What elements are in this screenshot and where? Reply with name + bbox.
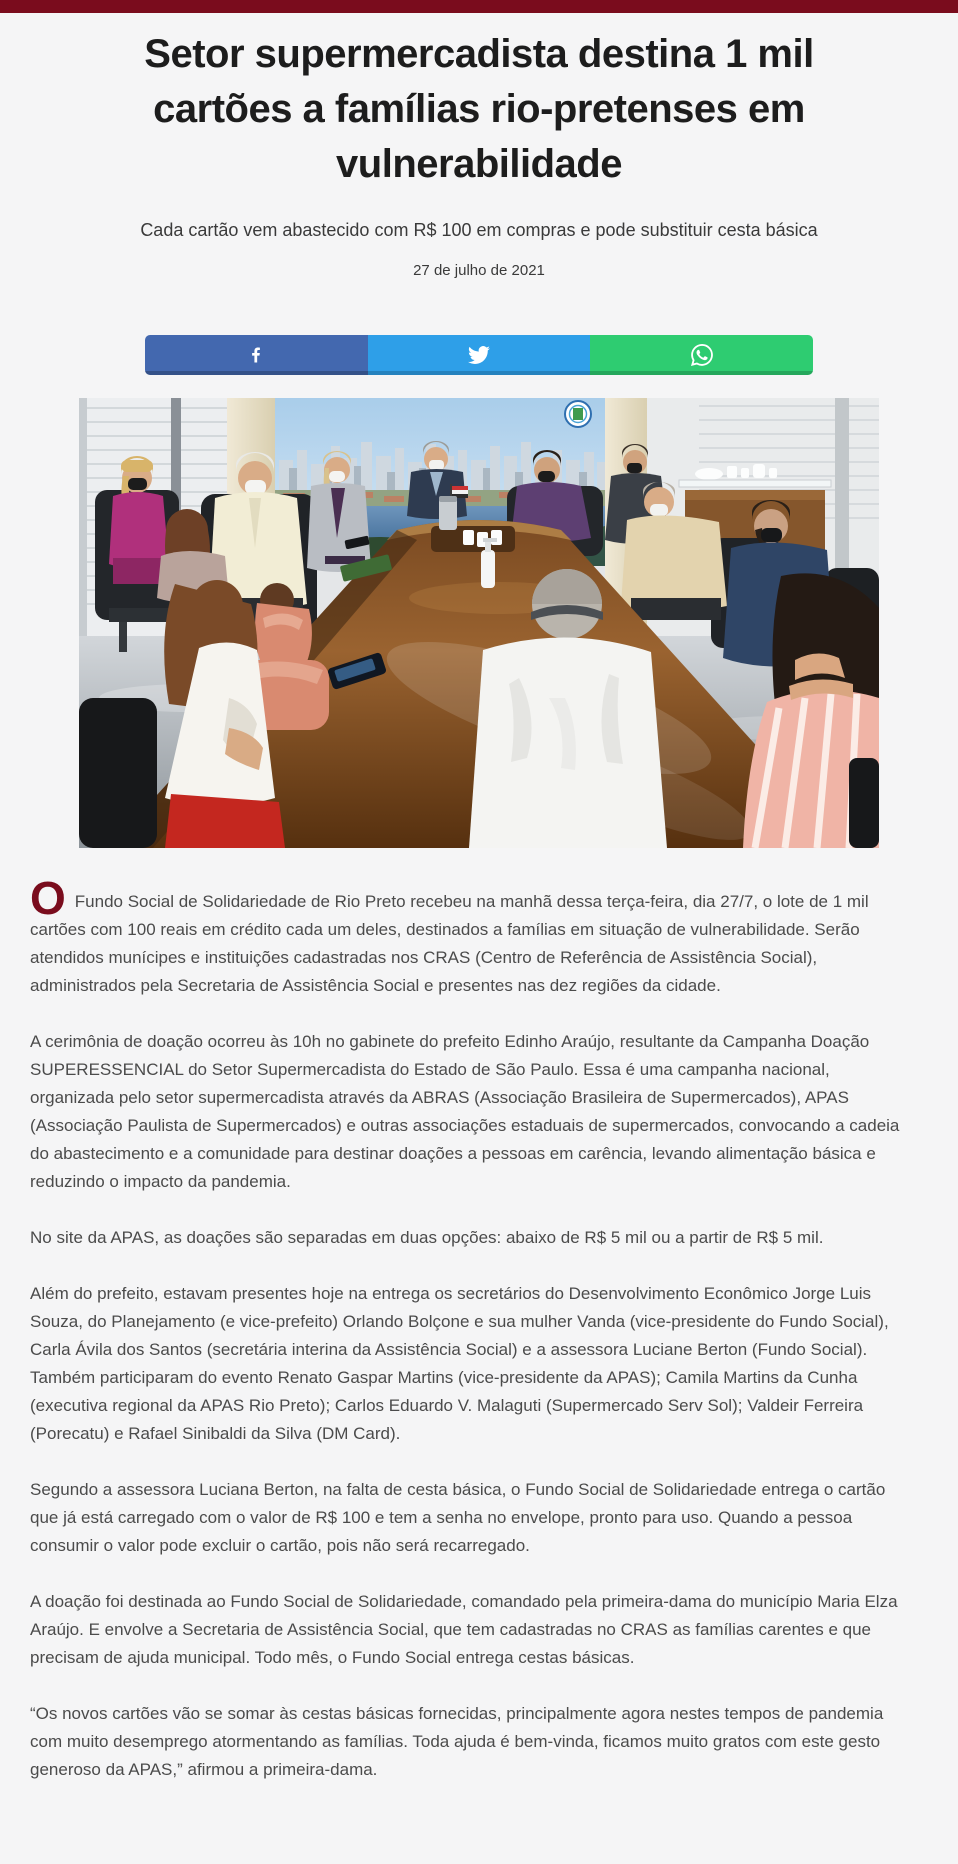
article-subtitle: Cada cartão vem abastecido com R$ 100 em compras e pode substituir cesta básica [140, 220, 818, 240]
twitter-bird-icon [468, 344, 490, 366]
meeting-photo-illustration [79, 398, 879, 848]
title-line-1: Setor supermercadista destina 1 mil [144, 32, 814, 76]
paragraph-1-text: Fundo Social de Solidariedade de Rio Preto recebeu na manhã dessa terça-feira, dia 27/7, o lote de 1 mil cartões com 100 reais em crédito cada um deles, destinados a famílias em situação de vulnerabilidade. Serão atendidos munícipes e instituições cadastradas nos CRAS (Centro de Referência de Assistência Social), administrados pela Secretaria de Assistência Social e presentes nas dez regiões da cidade. [30, 892, 869, 995]
whatsapp-icon [691, 344, 713, 366]
facebook-f-icon [246, 345, 266, 365]
paragraph-3: No site da APAS, as doações são separadas em duas opções: abaixo de R$ 5 mil ou a partir de R$ 5 mil. [30, 1228, 824, 1247]
share-bar [145, 335, 813, 375]
article-photo [79, 398, 879, 848]
paragraph-1 [30, 872, 912, 1000]
title-line-2: cartões a famílias rio-pretenses em [153, 87, 805, 131]
share-whatsapp-button[interactable] [590, 335, 813, 375]
paragraph-4: Além do prefeito, estavam presentes hoje na entrega os secretários do Desenvolvimento Econômico Jorge Luis Souza, do Planejamento (e vice-prefeito) Orlando Bolçone e sua mulher Vanda (vice-presidente do Fundo Social), Carla Ávila dos Santos (secretária interina da Assistência Social) e a assessora Luciane Berton (Fundo Social). Também participaram do evento Renato Gaspar Martins (vice-presidente da APAS); Camila Martins da Cunha (executiva regional da APAS Rio Preto); Carlos Eduardo V. Malaguti (Supermercado Serv Sol); Valdeir Ferreira (Porecatu) e Rafael Sinibaldi da Silva (DM Card). [30, 1284, 889, 1443]
share-facebook-button[interactable] [145, 335, 368, 375]
article-body [0, 848, 958, 1836]
paragraph-6: A doação foi destinada ao Fundo Social de Solidariedade, comandado pela primeira-dama do município Maria Elza Araújo. E envolve a Secretaria de Assistência Social, que tem cadastradas no CRAS as famílias carentes e que precisam de ajuda municipal. Todo mês, o Fundo Social entrega cestas básicas. [30, 1592, 898, 1667]
paragraph-5: Segundo a assessora Luciana Berton, na falta de cesta básica, o Fundo Social de Solidariedade entrega o cartão que já está carregado com o valor de R$ 100 e tem a senha no envelope, pronto para uso. Quando a pessoa consumir o valor pode excluir o cartão, pois não será recarregado. [30, 1480, 886, 1555]
title-line-3: vulnerabilidade [336, 142, 622, 186]
drop-cap: O [30, 872, 66, 924]
share-twitter-button[interactable] [368, 335, 591, 375]
paragraph-2: A cerimônia de doação ocorreu às 10h no gabinete do prefeito Edinho Araújo, resultante da Campanha Doação SUPERESSENCIAL do Setor Supermercadista do Estado de São Paulo. Essa é uma campanha nacional, organizada pelo setor supermercadista através da ABRAS (Associação Brasileira de Supermercados), APAS (Associação Paulista de Supermercados) e outras associações estaduais de supermercados, convocando a cadeia do abastecimento e a comunidade para destinar doações a pessoas em carência, levando alimentação básica e reduzindo o impacto da pandemia. [30, 1032, 900, 1191]
top-accent-bar [0, 0, 958, 13]
page-title [0, 27, 958, 192]
article-date: 27 de julho de 2021 [413, 262, 545, 279]
paragraph-7: “Os novos cartões vão se somar às cestas básicas fornecidas, principalmente agora nestes tempos de pandemia com muito desemprego atormentando as famílias. Toda ajuda é bem-vinda, ficamos muito gratos com este gesto generoso da APAS,” afirmou a primeira-dama. [30, 1704, 884, 1779]
